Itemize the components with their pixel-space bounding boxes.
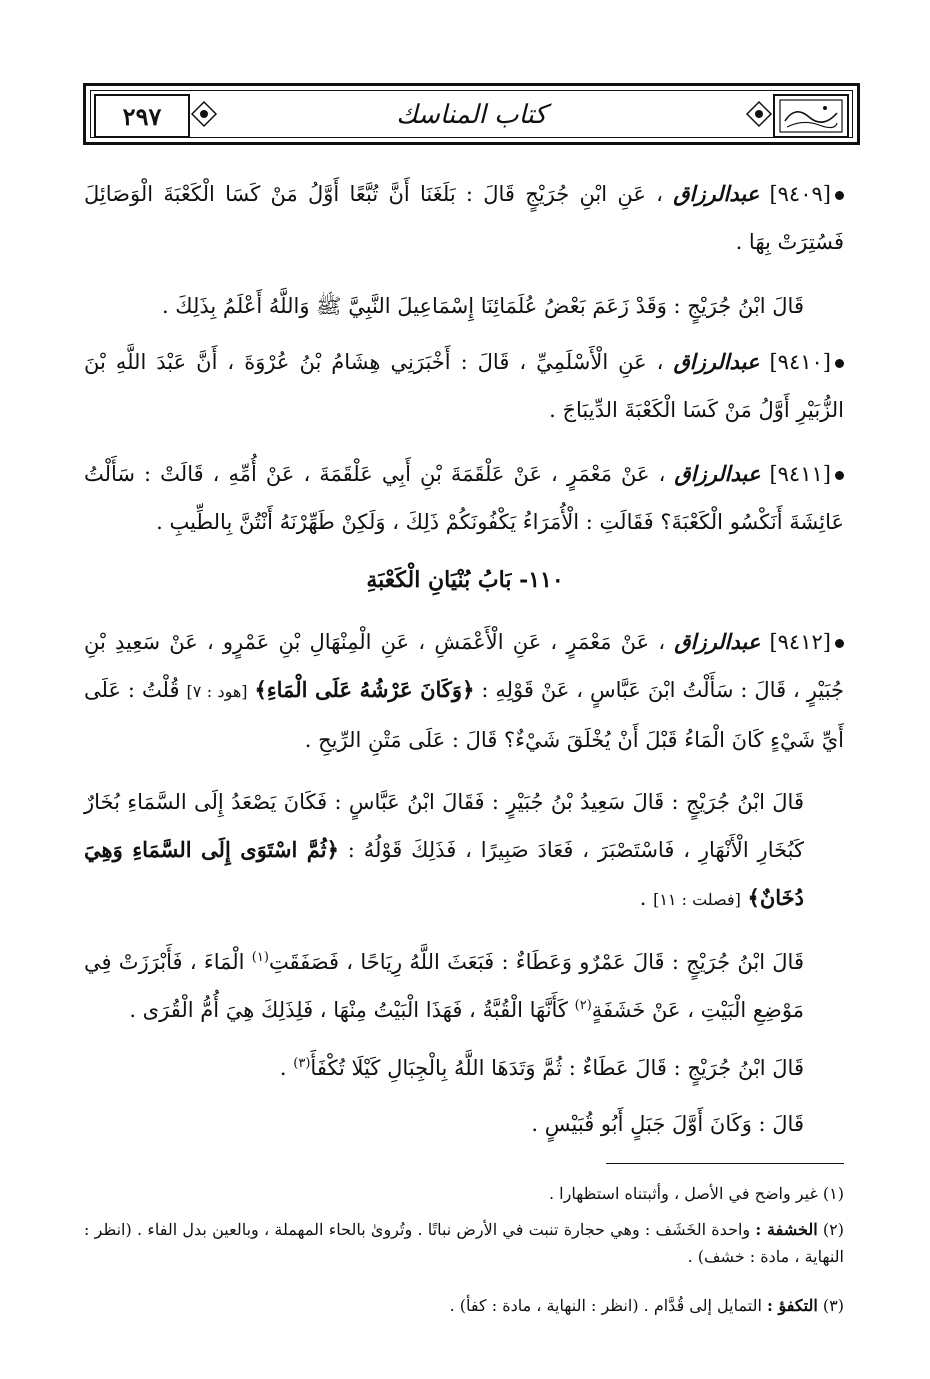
hadith-number: [٩٤٠٩] bbox=[769, 182, 831, 206]
ornament-icon bbox=[190, 100, 218, 128]
verse-reference: [هود : ٧] bbox=[186, 682, 248, 701]
page-header bbox=[83, 83, 860, 145]
footnote-number: (١) bbox=[822, 1184, 844, 1203]
footnote-term: التكفؤ : bbox=[766, 1296, 818, 1315]
commentary-paragraph bbox=[84, 938, 844, 1034]
hadith-9411 bbox=[84, 450, 844, 546]
author-name: عبدالرزاق bbox=[674, 461, 761, 486]
chapter-title: كتاب المناسك bbox=[396, 100, 547, 130]
hadith-text: ، عَنْ مَعْمَرٍ ، عَنْ عَلْقَمَةَ بْنِ أَبِي عَلْقَمَةَ ، عَنْ أُمِّهِ ، قَالَتْ : سَأَلْتُ عَائِشَةَ أَنَكْسُو الْكَعْبَةَ؟ فَقَالَتِ : الْأُمَرَاءُ يَكْفُونَكُمْ ذَلِكَ ، وَلَكِنْ طَهِّرْنَهُ أَنْتُنَّ بِالطِّيبِ . bbox=[84, 462, 844, 534]
hadith-9409 bbox=[84, 170, 844, 266]
footnote-marker[interactable]: (٣) bbox=[293, 1056, 311, 1071]
commentary-paragraph bbox=[84, 1100, 844, 1148]
commentary-paragraph bbox=[84, 282, 844, 330]
sentence-end: . bbox=[639, 886, 647, 910]
commentary-paragraph bbox=[84, 778, 844, 924]
hadith-9412 bbox=[84, 618, 844, 764]
footnote-2 bbox=[84, 1216, 844, 1270]
footnote-marker[interactable]: (٢) bbox=[574, 998, 592, 1013]
footnote-1 bbox=[84, 1180, 844, 1207]
seal-logo-icon bbox=[779, 99, 843, 133]
ornament-icon bbox=[745, 100, 773, 128]
page-number: ٢٩٧ bbox=[94, 94, 190, 138]
hadith-number: [٩٤١١] bbox=[769, 462, 831, 486]
commentary-text: قَالَ ابْنُ جُرَيْجٍ : قَالَ سَعِيدُ بْنُ جُبَيْرٍ : فَقَالَ ابْنُ عَبَّاسٍ : فَكَانَ يَصْعَدُ إِلَى السَّمَاءِ بُخَارٌ كَبُخَارِ الْأَنْهَارِ ، فَاسْتَصْبَرَ ، فَعَادَ صَبِيرًا ، فَذَلِكَ قَوْلُهُ : bbox=[84, 790, 804, 862]
hadith-number: [٩٤١٢] bbox=[769, 630, 831, 654]
commentary-text: قَالَ : وَكَانَ أَوَّلَ جَبَلٍ أَبُو قُبَيْسٍ . bbox=[531, 1112, 804, 1136]
commentary-text: قَالَ ابْنُ جُرَيْجٍ : وَقَدْ زَعَمَ بَعْضُ عُلَمَائِنَا إِسْمَاعِيلَ النَّبِيَّ ﷺ وَاللَّهُ أَعْلَمُ بِذَلِكَ . bbox=[161, 294, 804, 318]
author-name: عبدالرزاق bbox=[673, 181, 760, 206]
bullet-icon bbox=[835, 191, 844, 200]
commentary-text: قَالَ ابْنُ جُرَيْجٍ : قَالَ عَمْرٌو وَعَطَاءٌ : فَبَعَثَ اللَّهُ رِيَاحًا ، فَصَفَقَتِ bbox=[268, 950, 804, 974]
hadith-number: [٩٤١٠] bbox=[769, 350, 831, 374]
hadith-9410 bbox=[84, 338, 844, 434]
commentary-text: الْمَاءَ ، فَأَبْرَزَتْ فِي مَوْضِعِ الْبَيْتِ ، عَنْ خَشَفَةٍ bbox=[84, 950, 804, 1022]
publisher-seal bbox=[773, 94, 849, 138]
footnote-text: غير واضح في الأصل ، وأثبتناه استظهارا . bbox=[549, 1184, 818, 1203]
commentary-paragraph bbox=[84, 1044, 844, 1092]
commentary-text: كَأَنَّهَا الْقُبَّةُ ، فَهَذَا الْبَيْتُ مِنْهَا ، فَلِذَلِكَ هِيَ أُمُّ الْقُرَى . bbox=[129, 998, 568, 1022]
sentence-end: . bbox=[279, 1056, 287, 1080]
footnote-number: (٣) bbox=[822, 1296, 844, 1315]
author-name: عبدالرزاق bbox=[674, 629, 761, 654]
footnote-term: الخشفة : bbox=[755, 1220, 818, 1239]
footnote-marker[interactable]: (١) bbox=[251, 950, 269, 965]
section-heading: ١١٠- بَابُ بُنْيَانِ الْكَعْبَةِ bbox=[366, 567, 564, 593]
quran-verse: ﴿وَكَانَ عَرْشُهُ عَلَى الْمَاءِ﴾ bbox=[254, 677, 475, 702]
footnote-number: (٢) bbox=[822, 1220, 845, 1239]
hadith-text: ، عَنِ ابْنِ جُرَيْجٍ قَالَ : بَلَغَنَا أَنَّ تُبَّعًا أَوَّلُ مَنْ كَسَا الْكَعْبَةَ الْوَصَائِلَ فَسُتِرَتْ بِهَا . bbox=[84, 182, 844, 254]
commentary-text: قَالَ ابْنُ جُرَيْجٍ : قَالَ عَطَاءٌ : ثُمَّ وَتَدَهَا اللَّهُ بِالْجِبَالِ كَيْلَا تُكْفَأَ bbox=[310, 1056, 804, 1080]
footnote-text: التمايل إلى قُدَّام . (انظر : النهاية ، مادة : كفأ) . bbox=[449, 1296, 762, 1315]
bullet-icon bbox=[835, 359, 844, 368]
footnote-text: واحدة الخَشَف : وهي حجارة تنبت في الأرض نباتًا . وتُروىٰ بالحاء المهملة ، وبالعين بدل الفاء . (انظر : النهاية ، مادة : خشف) . bbox=[84, 1220, 844, 1266]
hadith-text: ، عَنْ مَعْمَرٍ ، عَنِ الْأَعْمَشِ ، عَنِ الْمِنْهَالِ بْنِ عَمْرٍو ، عَنْ سَعِيدِ بْنِ جُبَيْرٍ ، قَالَ : سَأَلْتُ ابْنَ عَبَّاسٍ ، عَنْ قَوْلِهِ : bbox=[84, 630, 845, 702]
hadith-text: ، عَنِ الْأَسْلَمِيِّ ، قَالَ : أَخْبَرَنِي هِشَامُ بْنُ عُرْوَةَ ، أَنَّ عَبْدَ اللَّهِ بْنَ الزُّبَيْرِ أَوَّلُ مَنْ كَسَا الْكَعْبَةَ الدِّيبَاجَ . bbox=[84, 350, 844, 422]
footnote-divider bbox=[606, 1163, 844, 1164]
footnote-3 bbox=[84, 1292, 844, 1319]
verse-reference: [فصلت : ١١] bbox=[653, 890, 741, 909]
author-name: عبدالرزاق bbox=[673, 349, 760, 374]
bullet-icon bbox=[835, 639, 844, 648]
quran-verse: ﴿ثُمَّ اسْتَوَى إِلَى السَّمَاءِ وَهِيَ دُخَانٌ﴾ bbox=[84, 837, 804, 910]
hadith-text: قُلْتُ : عَلَى أَيِّ شَيْءٍ كَانَ الْمَاءُ قَبْلَ أَنْ يُخْلَقَ شَيْءٌ؟ قَالَ : عَلَى مَتْنِ الرِّيحِ . bbox=[84, 678, 844, 752]
bullet-icon bbox=[835, 471, 844, 480]
